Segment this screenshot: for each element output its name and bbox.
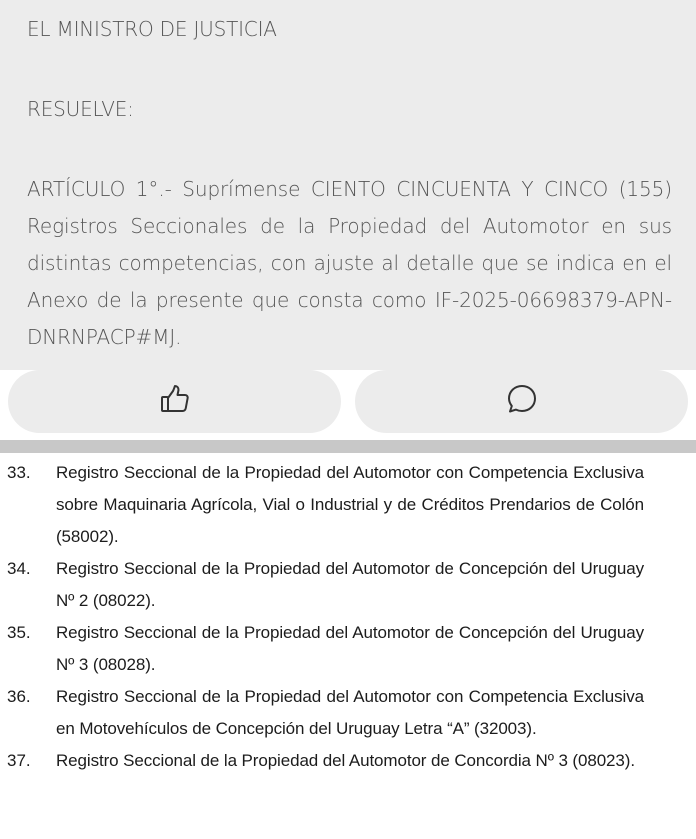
annex-item-number: 37.: [7, 751, 31, 770]
post-resuelve: RESUELVE:: [27, 97, 134, 121]
annex-item-text: Registro Seccional de la Propiedad del Automotor con Competencia Exclusiva en Motovehículos de Concepción del Uruguay Letra “A” (32003).: [56, 687, 644, 738]
annex-item-number: 36.: [7, 687, 31, 706]
annex-list-item: [0, 457, 696, 553]
annex-item-text: Registro Seccional de la Propiedad del Automotor de Concepción del Uruguay Nº 2 (08022).: [56, 559, 644, 610]
annex-item-text: Registro Seccional de la Propiedad del Automotor con Competencia Exclusiva sobre Maquinaria Agrícola, Vial o Industrial y de Créditos Prendarios de Colón (58002).: [56, 463, 644, 546]
section-divider: [0, 440, 696, 453]
post-article-text: ARTÍCULO 1°.- Suprímense CIENTO CINCUENTA Y CINCO (155) Registros Seccionales de la Propiedad del Automotor en sus distintas competencias, con ajuste al detalle que se indica en el Anexo de la presente que consta como IF-2025-06698379-APN-DNRNPACP#MJ.: [27, 177, 672, 349]
annex-list-item: [0, 681, 696, 745]
annex-item-number: 35.: [7, 623, 31, 642]
thumbs-up-icon: [158, 382, 192, 421]
annex-document-excerpt: [0, 453, 696, 839]
annex-item-text: Registro Seccional de la Propiedad del Automotor de Concepción del Uruguay Nº 3 (08028).: [56, 623, 644, 674]
annex-list: [0, 457, 696, 777]
comment-button[interactable]: [355, 370, 688, 433]
like-button[interactable]: [8, 370, 341, 433]
annex-item-number: 33.: [7, 463, 31, 482]
annex-item-number: 34.: [7, 559, 31, 578]
post-content: [0, 0, 696, 370]
post-title: EL MINISTRO DE JUSTICIA: [27, 17, 277, 41]
annex-list-item: [0, 553, 696, 617]
annex-list-item: [0, 745, 696, 777]
post-actions-bar: [0, 370, 696, 440]
annex-item-text: Registro Seccional de la Propiedad del Automotor de Concordia Nº 3 (08023).: [56, 751, 635, 770]
comment-bubble-icon: [505, 382, 539, 421]
annex-list-item: [0, 617, 696, 681]
